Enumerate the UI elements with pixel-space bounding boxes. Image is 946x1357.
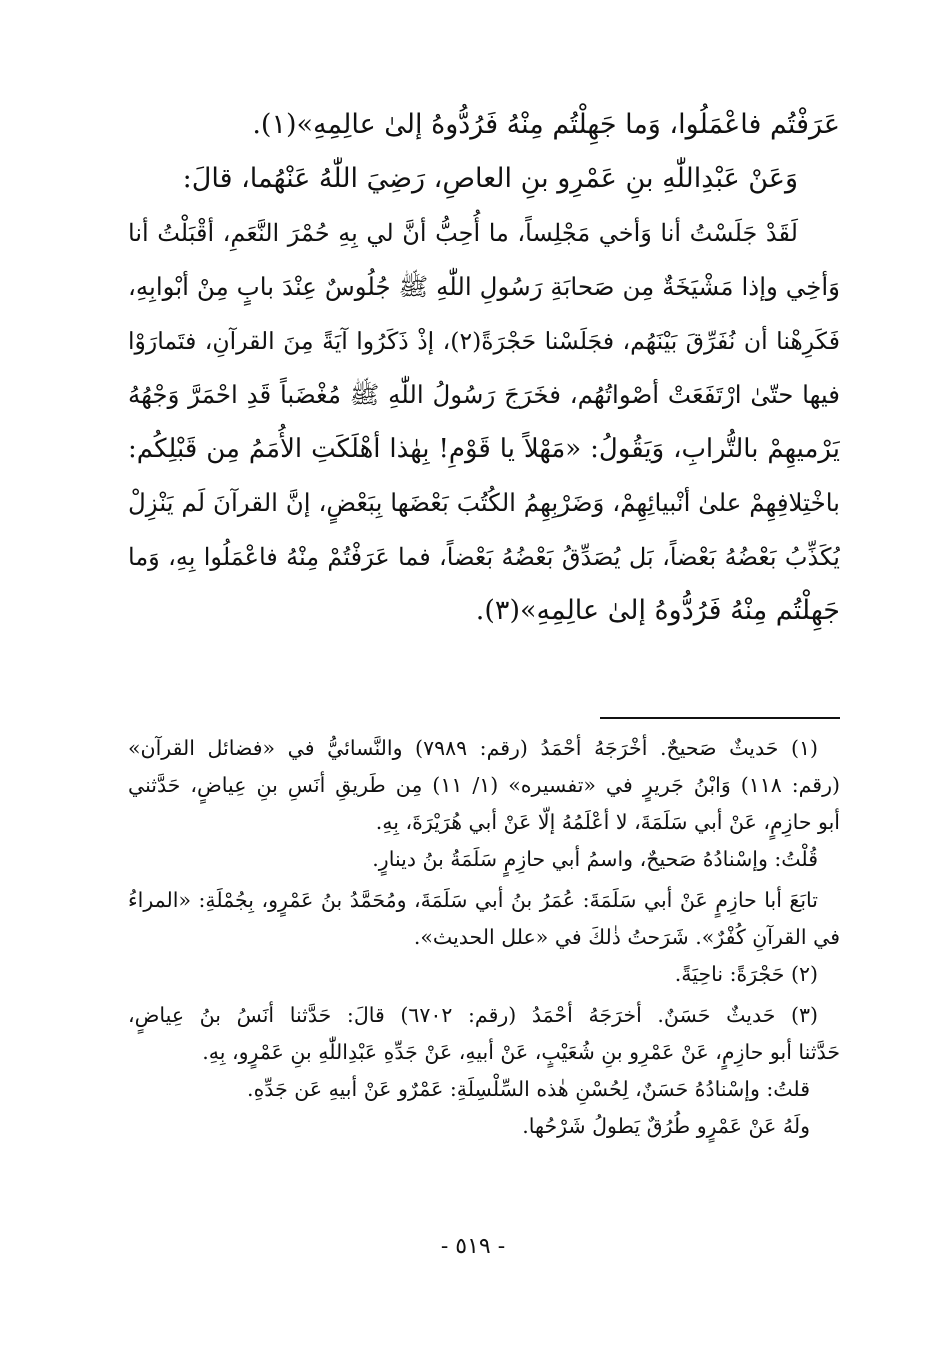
body-line-4: وَأخِي وإذا مَشْيَخَةٌ مِن صَحابَةِ رَسُولِ اللّٰهِ ﷺ جُلُوسٌ عِنْدَ بابٍ مِنْ أبْوابِهِ،: [128, 272, 840, 301]
footnote-line: تابَعَ أبا حازِمٍ عَنْ أبي سَلَمَةَ: عُمَرُ بنُ أبي سَلَمَةَ، ومُحَمَّدُ بنُ عَمْرٍو، بِجُمْلَةِ: «المراءُ: [128, 888, 818, 912]
body-line-2: وَعَنْ عَبْدِاللّٰهِ بنِ عَمْرِو بنِ العاصِ، رَضِيَ اللّٰهُ عَنْهُما، قالَ:: [182, 163, 798, 194]
body-line-9: يُكَذِّبُ بَعْضُهُ بَعْضاً، بَل يُصَدِّقُ بَعْضُهُ بَعْضاً، فما عَرَفْتُمْ مِنْهُ فاعْمَلُوا بِهِ، وَما: [128, 543, 840, 571]
footnote-line: في القرآنِ كُفْرٌ». شَرَحتُ ذٰلكَ في «علل الحديث».: [413, 925, 840, 949]
page-number: - ٥١٩ -: [440, 1234, 506, 1259]
body-line-7: يَرْميهِمْ بالتُّرابِ، وَيَقُولُ: «مَهْلاً يا قَوْمِ! بِهٰذا أهْلَكَتِ الأُمَمُ مِن قَبْلِكُم:: [128, 434, 840, 464]
footnotes: [128, 730, 840, 1145]
footnote-line: (٢) حَجْرَةً: ناحِيَةً.: [674, 962, 818, 986]
body-line-5: فَكَرِهْنا أن نُفَرِّقَ بَيْنَهُم، فجَلَسْنا حَجْرَةً(٢)، إذْ ذَكَرُوا آيَةً مِنَ القرآنِ، فتَمارَوْا: [128, 327, 840, 355]
footnote-line: قُلْتُ: وإسْنادُهُ صَحيحٌ، واسمُ أبي حازِمٍ سَلَمَةُ بنُ دينارٍ.: [372, 847, 818, 871]
footnote-separator: [600, 717, 840, 719]
body-line-3: لَقَدْ جَلَسْتُ أنا وَأخي مَجْلِساً، ما أُحِبُّ أنَّ لي بِهِ حُمْرَ النَّعَمِ، أقْبَلْتُ أنا: [128, 219, 798, 247]
body-line-6: فيها حتّىٰ ارْتَفَعَتْ أصْواتُهُم، فخَرَجَ رَسُولُ اللّٰهِ ﷺ مُغْضَباً قَدِ احْمَرَّ وَجْهُهُ: [128, 380, 840, 409]
footnote-line: (رقم: ١١٨) وَابْنُ جَريرٍ في «تفسيره» (١/ ١١) مِن طَريقِ أنَسِ بنِ عِياضٍ، حَدَّثني: [128, 773, 840, 797]
footnote-line: (١) حَديثٌ صَحيحٌ. أخْرَجَهُ أحْمَدُ (رقم: ٧٩٨٩) والنَّسائيُّ في «فضائل القرآن»: [128, 736, 818, 760]
footnote-line: حَدَّثنا أبو حازِمٍ، عَنْ عَمْرِو بنِ شُعَيْبٍ، عَنْ أبيهِ، عَنْ جَدِّهِ عَبْدِاللّٰهِ بنِ عَمْرٍو، بِهِ.: [202, 1040, 840, 1064]
body-line-8: باخْتِلافِهِمْ علىٰ أنْبيائِهِمْ، وَضَرْبِهِمُ الكُتُبَ بَعْضَها بِبَعْضٍ، إنَّ القرآنَ لَم يَنْزِلْ: [128, 488, 840, 517]
footnote-line: أبو حازِمٍ، عَنْ أبي سَلَمَةَ، لا أعْلَمُهُ إلّا عَنْ أبي هُرَيْرَةَ، بِهِ.: [375, 810, 840, 834]
main-text: [128, 98, 840, 638]
footnote-line: قلتُ: وإسْنادُهُ حَسَنٌ، لِحُسْنِ هٰذه السِّلْسِلَةِ: عَمْرٌو عَنْ أبيهِ عَن جَدِّهِ.: [247, 1077, 810, 1101]
body-line-10: جَهِلْتُم مِنْهُ فَرُدُّوهُ إلىٰ عالِمِهِ»(٣).: [475, 595, 840, 626]
body-line-1: عَرَفْتُم فاعْمَلُوا، وَما جَهِلْتُم مِنْهُ فَرُدُّوهُ إلىٰ عالِمِهِ»(١).: [252, 109, 840, 140]
footnote-line: (٣) حَديثٌ حَسَنٌ. أخرَجَهُ أحْمَدُ (رقم: ٦٧٠٢) قالَ: حَدَّثنا أنَسُ بنُ عِياضٍ،: [128, 1003, 818, 1027]
footnote-line: ولَهُ عَنْ عَمْرٍو طُرُقٌ يَطولُ شَرْحُها.: [522, 1114, 810, 1138]
